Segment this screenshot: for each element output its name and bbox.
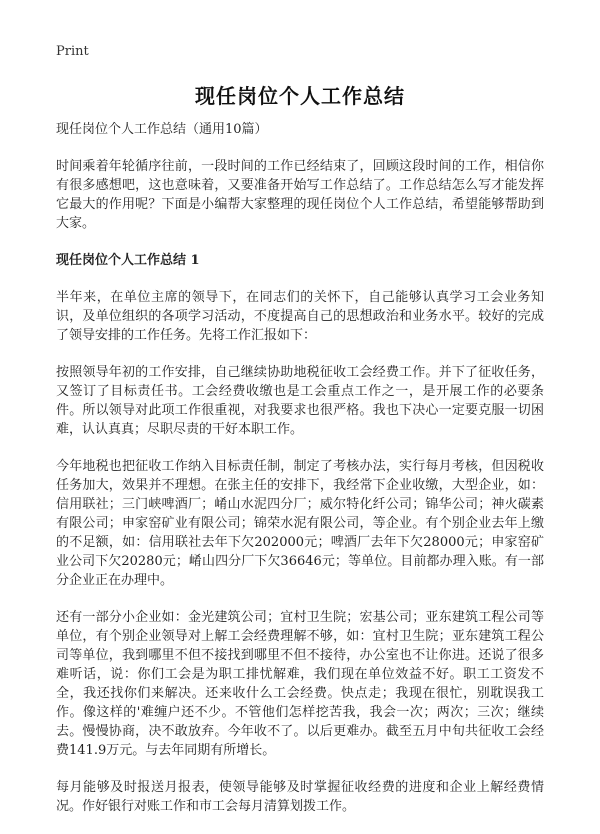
paragraph-5: 每月能够及时报送月报表，使领导能够及时掌握征收经费的进度和企业上解经费情况。作好银行对账工作和市工会每月清算划拨工作。 xyxy=(56,780,544,814)
paragraph-2: 按照领导年初的工作安排，自己继续协助地税征收工会经费工作。并下了征收任务，又签订了目标责任书。工会经费收缴也是工会重点工作之一，是开展工作的必要条件。所以领导对此项工作很重视，对我要求也很严格。我也下决心一定要克服一切困难，认认真真；尽职尽责的干好本职工作。 xyxy=(56,365,544,437)
page-title: 现任岗位个人工作总结 xyxy=(195,84,405,108)
print-link[interactable]: Print xyxy=(56,44,89,59)
article-body xyxy=(56,120,544,834)
paragraph-4: 还有一部分小企业如：金光建筑公司；宜村卫生院；宏基公司；亚东建筑工程公司等单位，有个别企业领导对上解工会经费理解不够，如：宜村卫生院；亚东建筑工程公司等单位，我到哪里不但不接找到哪里不但不接待，办公室也不让你进。还说了很多难听话，说：你们工会是为职工排忧解难，我们现在单位效益不好。职工工资发不全，我还找你们来解决。还来收什么工会经费。快点走；我现在很忙，别耽误我工作。像这样的'难缠户还不少。不管他们怎样挖苦我，我会一次；两次；三次；继续去。慢慢协商，决不敢放弃。今年收不了。以后更难办。截至五月中旬共征收工会经费141.9万元。与去年同期有所增长。 xyxy=(56,610,544,758)
article-subtitle: 现任岗位个人工作总结（通用10篇） xyxy=(56,122,268,137)
section-heading: 现任岗位个人工作总结 1 xyxy=(56,253,200,268)
paragraph-3: 今年地税也把征收工作纳入目标责任制，制定了考核办法，实行每月考核，但因税收任务加大，效果并不理想。在张主任的安排下，我经常下企业收缴，大型企业，如：信用联社；三门峡啤酒厂；崤山水泥四分厂；威尔特化纤公司；锦华公司；神火碳素有限公司；申家窑矿业有限公司；锦荣水泥有限公司，等企业。有个别企业去年上缴的不足额，如：信用联社去年下欠202000元；啤酒厂去年下欠28000元；申家窑矿业公司下欠20280元；崤山四分厂下欠36646元；等单位。目前都办理入账。有一部分企业正在办理中。 xyxy=(56,459,544,588)
intro-paragraph: 时间乘着年轮循序往前，一段时间的工作已经结束了，回顾这段时间的工作，相信你有很多感想吧，这也意味着，又要准备开始写工作总结了。工作总结怎么写才能发挥它最大的作用呢？下面是小编帮大家整理的现任岗位个人工作总结，希望能够帮助到大家。 xyxy=(56,159,544,231)
paragraph-1: 半年来，在单位主席的领导下，在同志们的关怀下，自己能够认真学习工会业务知识，及单位组织的各项学习活动，不度提高自己的思想政治和业务水平。较好的完成了领导安排的工作任务。先将工作汇报如下： xyxy=(56,290,544,343)
